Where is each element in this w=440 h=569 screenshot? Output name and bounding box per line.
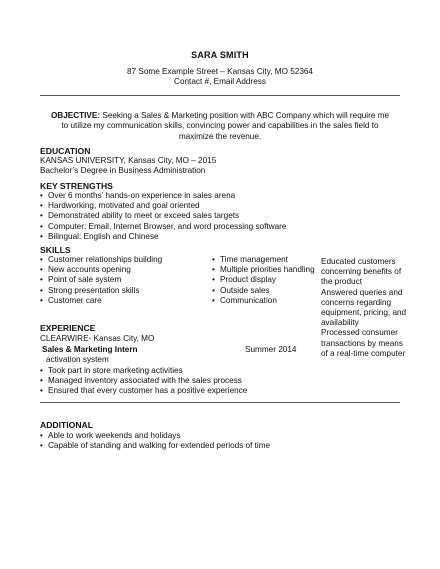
list-item: • Product display — [212, 275, 315, 285]
list-item: • Hardworking, motivated and goal oriented — [40, 201, 286, 211]
list-item: • Customer care — [40, 296, 162, 306]
objective-text: Seeking a Sales & Marketing position with ABC Company which will require me to utilize my communication skills, convincing power and capabilities in the sales field to maximize the revenue. — [61, 111, 390, 141]
skills-heading: SKILLS — [40, 245, 71, 255]
education-heading: EDUCATION — [40, 146, 91, 156]
experience-list — [40, 366, 247, 397]
list-item: • Point of sale system — [40, 275, 162, 285]
additional-heading: ADDITIONAL — [40, 420, 93, 430]
list-item: • Time management — [212, 255, 315, 265]
experience-title: Sales & Marketing Intern — [42, 345, 138, 354]
skills-column-2 — [212, 255, 315, 306]
list-item: • Able to work weekends and holidays — [40, 431, 270, 441]
objective-label: OBJECTIVE: — [50, 111, 101, 120]
list-item: • New accounts opening — [40, 265, 162, 275]
skills-note: Answered queries and concerns regarding equipment, pricing, and availability — [321, 287, 407, 328]
skills-column-1 — [40, 255, 162, 306]
list-item: • Managed inventory associated with the sales process — [40, 376, 247, 386]
list-item: • Took part in store marketing activities — [40, 366, 247, 376]
skills-note: Processed consumer transactions by means of a real-time computer — [321, 328, 406, 358]
header-divider — [40, 95, 400, 96]
list-item: • Over 6 months’ hands-on experience in sales arena — [40, 191, 286, 201]
additional-list — [40, 431, 270, 451]
strengths-list — [40, 191, 286, 242]
list-item: • Computer: Email, Internet Browser, and word processing software — [40, 222, 286, 232]
list-item: • Capable of standing and walking for extended periods of time — [40, 441, 270, 451]
list-item: • Outside sales — [212, 286, 315, 296]
contact-line: Contact #, Email Address — [174, 77, 266, 86]
education-degree: Bachelor’s Degree in Business Administration — [40, 166, 206, 175]
experience-continuation: activation system — [46, 355, 109, 364]
objective-paragraph — [50, 111, 390, 142]
list-item: • Customer relationships building — [40, 255, 162, 265]
list-item: • Strong presentation skills — [40, 286, 162, 296]
strengths-heading: KEY STRENGTHS — [40, 181, 113, 191]
skills-column-3 — [317, 257, 407, 359]
experience-date: Summer 2014 — [245, 345, 297, 354]
list-item: • Bilingual: English and Chinese — [40, 232, 286, 242]
list-item: • Ensured that every customer has a positive experience — [40, 386, 247, 396]
address-line: 87 Some Example Street – Kansas City, MO 52364 — [127, 67, 313, 76]
skills-note: Educated customers concerning benefits of the product — [321, 257, 402, 287]
resume-name: SARA SMITH — [191, 50, 249, 60]
list-item: • Multiple priorities handling — [212, 265, 315, 275]
section-divider — [40, 402, 400, 403]
experience-heading: EXPERIENCE — [40, 323, 96, 333]
list-item: • Demonstrated ability to meet or exceed sales targets — [40, 211, 286, 221]
education-school: KANSAS UNIVERSITY, Kansas City, MO – 2015 — [40, 156, 217, 165]
experience-company: CLEARWIRE- Kansas City, MO — [40, 334, 155, 343]
list-item: • Communication — [212, 296, 315, 306]
